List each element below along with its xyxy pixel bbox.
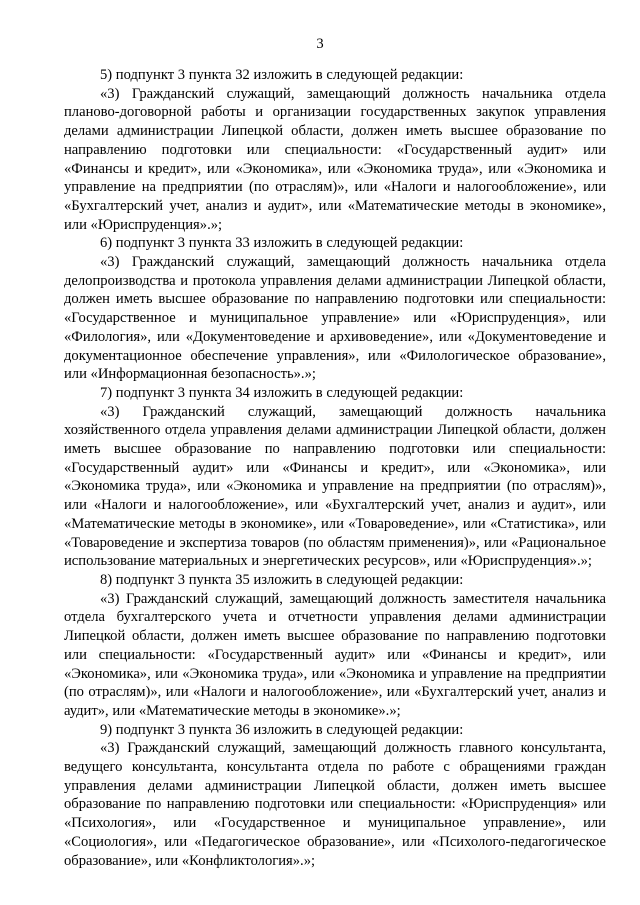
document-body xyxy=(64,66,606,870)
item-9-heading: 9) подпункт 3 пункта 36 изложить в следующей редакции: xyxy=(100,721,464,738)
item-7-text: «3) Гражданский служащий, замещающий должность начальника хозяйственного отдела управления делами администрации Липецкой области, должен иметь высшее образование по направлению подготовки или специальности: «Государственный аудит» или «Финансы и кредит», или «Экономика», или «Экономика труда», или «Экономика и управление на предприятии (по отраслям)», или «Налоги и налогообложение», или «Бухгалтерский учет, анализ и аудит», или «Математические методы в экономике», или «Товароведение», или «Статистика», или «Товароведение и экспертиза товаров (по областям применения)», или «Рациональное использование материальных и энергетических ресурсов», или «Юриспруденция».»; xyxy=(64,403,606,570)
item-6-heading: 6) подпункт 3 пункта 33 изложить в следующей редакции: xyxy=(100,235,464,252)
item-8-text: «3) Гражданский служащий, замещающий должность заместителя начальника отдела бухгалтерского учета и отчетности управления делами администрации Липецкой области, должен иметь высшее образование по направлению подготовки или специальности: «Государственный аудит» или «Финансы и кредит», или «Экономика», или «Экономика труда», или «Экономика и управление на предприятии (по отраслям)», или «Налоги и налогообложение», или «Бухгалтерский учет, анализ и аудит», или «Математические методы в экономике».»; xyxy=(64,590,606,719)
item-5-text: «3) Гражданский служащий, замещающий должность начальника отдела планово-договорной работы и организации государственных закупок управления делами администрации Липецкой области, должен иметь высшее образование по направлению подготовки или специальности: «Государственный аудит» или «Финансы и кредит», или «Экономика», или «Экономика труда», или «Экономика и управление на предприятии (по отраслям)», или «Налоги и налогообложение», или «Бухгалтерский учет, анализ и аудит», или «Математические методы в экономике», или «Юриспруденция».»; xyxy=(64,85,606,233)
item-8-heading: 8) подпункт 3 пункта 35 изложить в следующей редакции: xyxy=(100,571,464,588)
item-5-heading: 5) подпункт 3 пункта 32 изложить в следующей редакции: xyxy=(100,67,464,83)
item-7-heading: 7) подпункт 3 пункта 34 изложить в следующей редакции: xyxy=(100,384,464,401)
item-9-text: «3) Гражданский служащий, замещающий должность главного консультанта, ведущего консультанта, консультанта отдела по работе с обращениями граждан управления делами администрации Липецкой области, должен иметь высшее образование по направлению подготовки или специальности: «Юриспруденция» или «Психология», или «Государственное и муниципальное управление», или «Социология», или «Педагогическое образование», или «Психолого-педагогическое образование», или «Конфликтология».»; xyxy=(64,740,606,869)
item-6-text: «3) Гражданский служащий, замещающий должность начальника отдела делопроизводства и протокола управления делами администрации Липецкой области, должен иметь высшее образование по направлению подготовки или специальности: «Государственное и муниципальное управление» или «Юриспруденция», или «Филология», или «Документоведение и архивоведение», или «Документоведение и документационное обеспечение управления», или «Филологическое образование», или «Информационная безопасность».»; xyxy=(64,254,606,383)
page-number: 3 xyxy=(316,36,324,52)
